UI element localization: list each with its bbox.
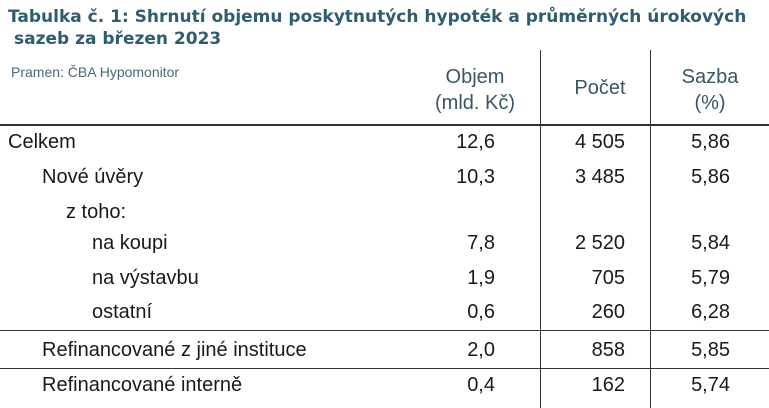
cell-pocet: 162: [591, 374, 625, 396]
table-row-na-koupi: [0, 228, 769, 258]
cell-objem: 12,6: [456, 131, 495, 153]
table-row-refinancovane-jine: [0, 335, 769, 365]
cell-sazba: 6,28: [691, 301, 730, 323]
header-sazba-unit: (%): [694, 92, 726, 114]
cell-objem: 0,4: [467, 374, 495, 396]
cell-objem: 1,9: [467, 267, 495, 289]
row-label: z toho:: [66, 201, 127, 223]
row-label: ostatní: [92, 301, 153, 323]
table-row-z-toho: [0, 197, 769, 227]
source-note: Pramen: ČBA Hypomonitor: [11, 64, 180, 80]
cell-pocet: 260: [591, 301, 625, 323]
row-label: Refinancované z jiné instituce: [42, 339, 307, 361]
table-row-ostatni: [0, 297, 769, 327]
cell-sazba: 5,86: [691, 166, 730, 188]
cell-objem: 0,6: [467, 301, 495, 323]
cell-pocet: 4 505: [574, 131, 625, 153]
cell-pocet: 2 520: [574, 232, 625, 254]
cell-sazba: 5,79: [691, 267, 730, 289]
row-separator-2: [0, 368, 769, 369]
header-rule: [0, 124, 769, 126]
cell-pocet: 858: [591, 339, 625, 361]
row-label: Celkem: [8, 131, 76, 153]
cell-pocet: 3 485: [574, 166, 625, 188]
table-row-nove-uvery: [0, 162, 769, 192]
cell-objem: 7,8: [467, 232, 495, 254]
header-sazba: [655, 64, 765, 116]
cell-sazba: 5,85: [691, 339, 730, 361]
cell-pocet: 705: [591, 267, 625, 289]
table-title: [8, 6, 763, 50]
cell-objem: 10,3: [456, 166, 495, 188]
table-row-refinancovane-interne: [0, 370, 769, 400]
header-objem-unit: (mld. Kč): [435, 92, 515, 114]
row-separator-1: [0, 330, 769, 331]
cell-sazba: 5,84: [691, 232, 730, 254]
cell-sazba: 5,74: [691, 374, 730, 396]
row-label: na výstavbu: [92, 267, 199, 289]
header-sazba-label: Sazba: [681, 66, 739, 88]
row-label: Refinancované interně: [42, 374, 243, 396]
header-objem-label: Objem: [445, 66, 505, 88]
table-title-line2: sazeb za březen 2023: [14, 29, 222, 49]
table-row-celkem: [0, 127, 769, 157]
row-label: na koupi: [92, 232, 168, 254]
row-label: Nové úvěry: [42, 166, 144, 188]
table-row-na-vystavbu: [0, 263, 769, 293]
header-pocet: Počet: [574, 77, 626, 99]
table-title-line1: Tabulka č. 1: Shrnutí objemu poskytnutých hypoték a průměrných úrokových: [8, 7, 747, 27]
cell-objem: 2,0: [467, 339, 495, 361]
cell-sazba: 5,86: [691, 131, 730, 153]
header-objem: [420, 64, 530, 116]
